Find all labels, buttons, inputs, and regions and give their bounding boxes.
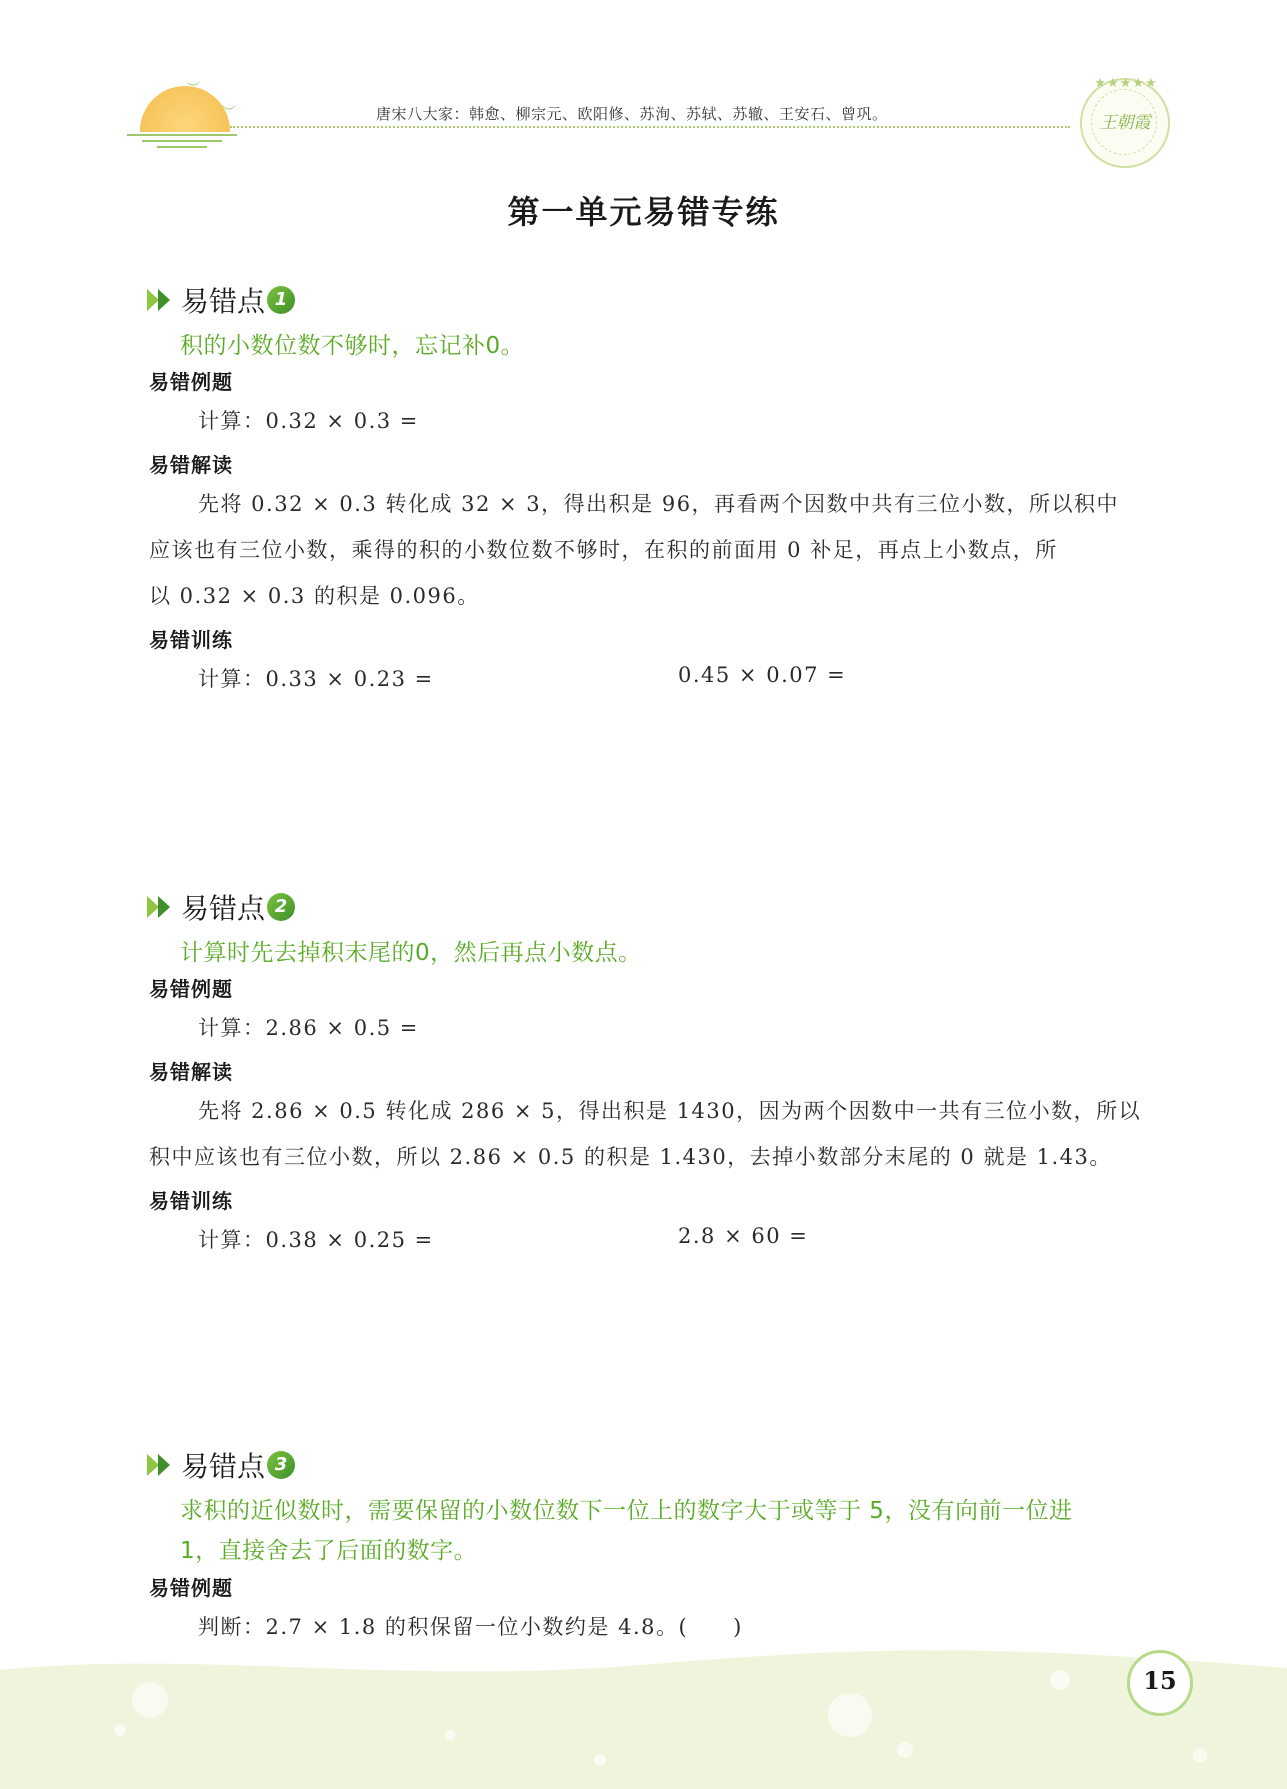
section-label: 易错点 (181, 285, 266, 318)
double-arrow-icon (147, 896, 173, 918)
page-number: 15 (1143, 1666, 1177, 1695)
page-title: 第一单元易错专练 (507, 193, 780, 231)
explain-line: 以 0.32 × 0.3 的积是 0.096。 (149, 584, 480, 608)
practice-heading: 易错训练 (149, 1189, 233, 1213)
section-number-badge: 2 (267, 893, 295, 921)
section-number-badge: 1 (267, 286, 295, 314)
section-3-tip: 求积的近似数时，需要保留的小数位数下一位上的数字大于或等于 5，没有向前一位进 (180, 1498, 1073, 1524)
example-heading: 易错例题 (149, 370, 233, 394)
example-problem: 判断：2.7 × 1.8 的积保留一位小数约是 4.8。( ) (198, 1615, 743, 1639)
example-problem: 计算：0.32 × 0.3 = (198, 409, 419, 433)
example-heading: 易错例题 (149, 977, 233, 1001)
double-arrow-icon (147, 289, 173, 311)
section-number-badge: 3 (267, 1451, 295, 1479)
header-divider (230, 126, 1070, 128)
bird-icon: ︶ (222, 105, 236, 121)
section-3-header (147, 1445, 295, 1485)
explain-heading: 易错解读 (149, 1060, 233, 1084)
double-arrow-icon (147, 1454, 173, 1476)
header-quote: 唐宋八大家：韩愈、柳宗元、欧阳修、苏洵、苏轼、苏辙、王安石、曾巩。 (376, 105, 888, 123)
section-3-tip: 1，直接舍去了后面的数字。 (180, 1538, 478, 1564)
seal-stars: ★★★★★ (1094, 76, 1158, 91)
practice-problem: 计算：0.33 × 0.23 = (198, 667, 434, 691)
explain-heading: 易错解读 (149, 453, 233, 477)
seal-name: 王朝霞 (1099, 113, 1151, 133)
section-1-header (147, 280, 295, 320)
explain-line: 先将 2.86 × 0.5 转化成 286 × 5，得出积是 1430，因为两个因数中一共有三位小数，所以 (198, 1099, 1142, 1123)
sun-reflection (122, 130, 242, 152)
practice-problem: 0.45 × 0.07 = (678, 663, 847, 687)
section-label: 易错点 (181, 892, 266, 925)
example-heading: 易错例题 (149, 1576, 233, 1600)
section-1-tip: 积的小数位数不够时，忘记补0。 (180, 333, 525, 359)
practice-problem: 2.8 × 60 = (678, 1224, 809, 1248)
example-problem: 计算：2.86 × 0.5 = (198, 1016, 419, 1040)
section-2-header (147, 887, 295, 927)
bird-icon: ︶ (186, 81, 200, 97)
explain-line: 积中应该也有三位小数，所以 2.86 × 0.5 的积是 1.430，去掉小数部分末尾的 0 就是 1.43。 (149, 1145, 1112, 1169)
publisher-seal-logo (1080, 78, 1170, 168)
section-label: 易错点 (181, 1450, 266, 1483)
section-2-tip: 计算时先去掉积末尾的0，然后再点小数点。 (180, 940, 642, 966)
practice-heading: 易错训练 (149, 628, 233, 652)
footer-wave-decoration (0, 1640, 1287, 1789)
explain-line: 应该也有三位小数，乘得的积的小数位数不够时，在积的前面用 0 补足，再点上小数点，所 (149, 538, 1058, 562)
practice-problem: 计算：0.38 × 0.25 = (198, 1228, 434, 1252)
explain-line: 先将 0.32 × 0.3 转化成 32 × 3，得出积是 96，再看两个因数中共有三位小数，所以积中 (198, 492, 1120, 516)
sun-illustration (140, 80, 230, 132)
